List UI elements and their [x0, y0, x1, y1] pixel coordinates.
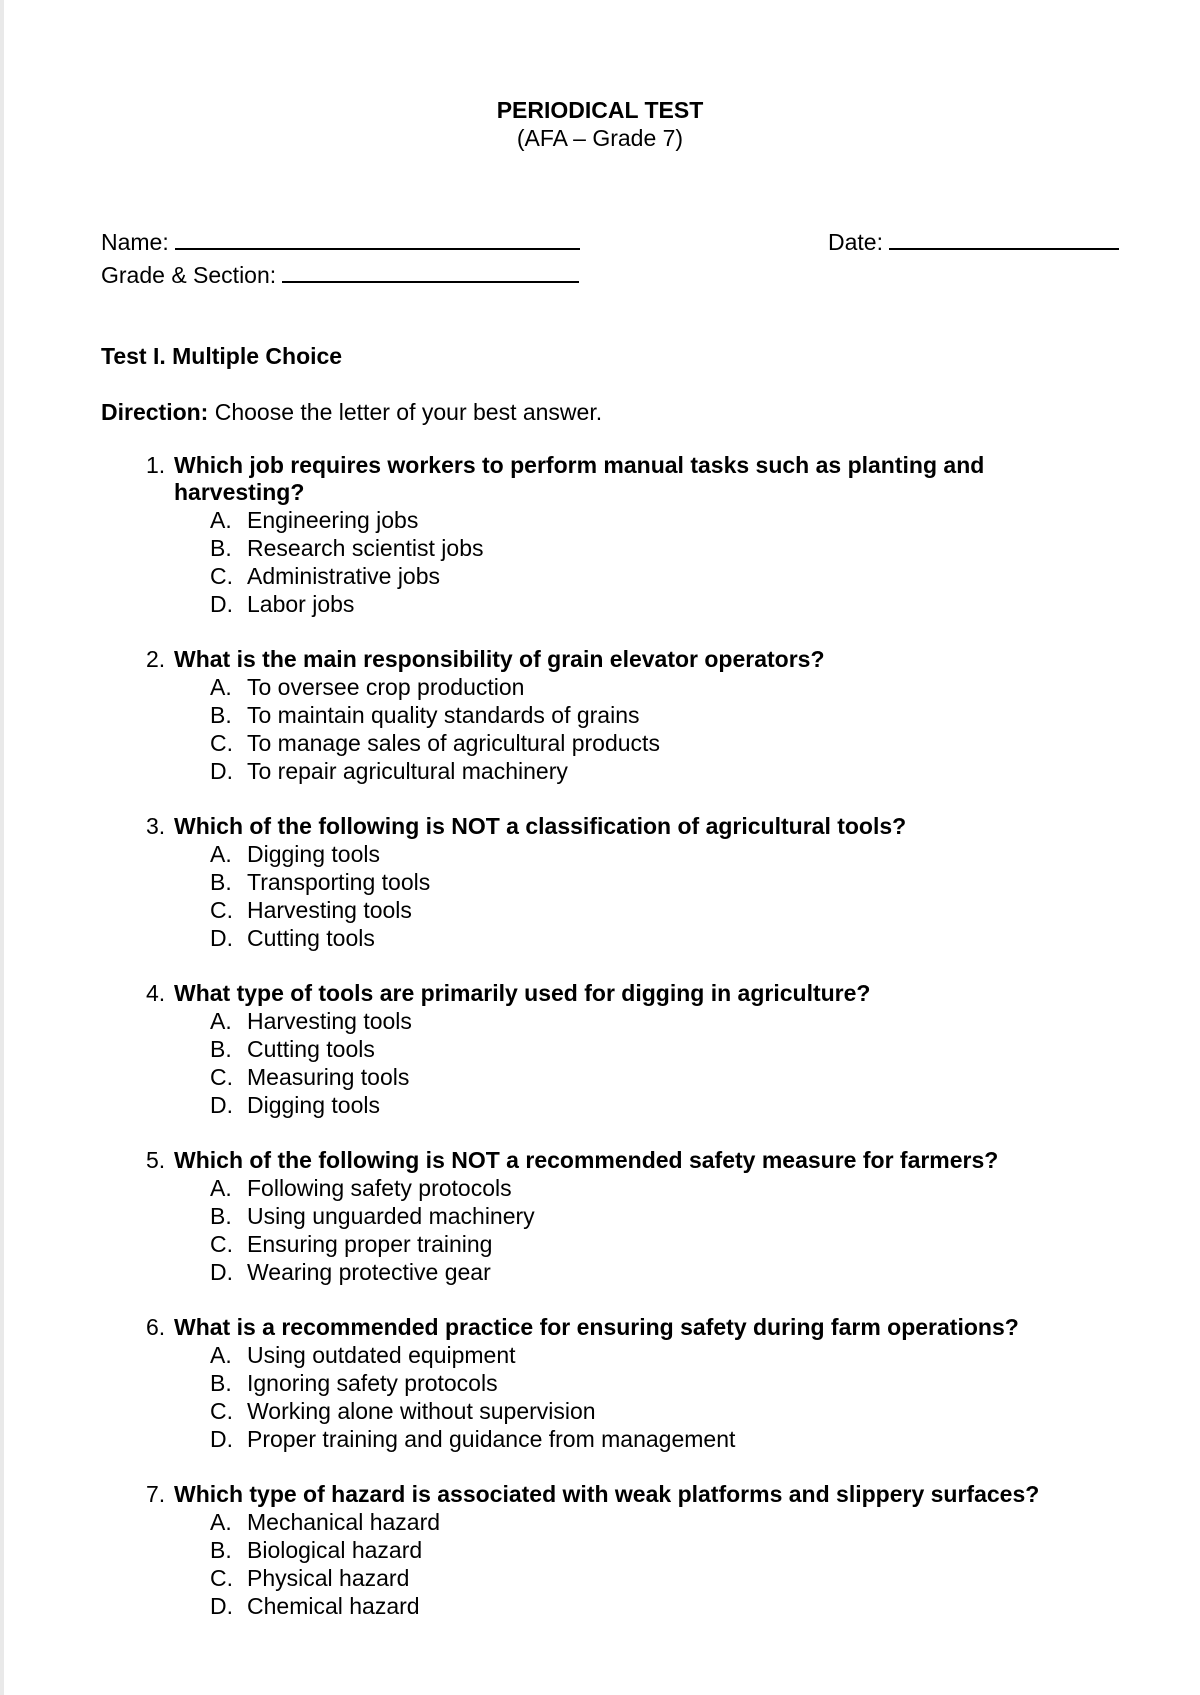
choice-letter: D. [210, 925, 233, 951]
choice-item [210, 1091, 1111, 1119]
choice-text: Labor jobs [247, 591, 355, 617]
document-header [0, 96, 1200, 152]
choice-text: Transporting tools [247, 869, 431, 895]
choice-letter: C. [210, 563, 233, 589]
question-header [101, 452, 1111, 506]
choice-text: Working alone without supervision [247, 1398, 596, 1424]
choice-letter: D. [210, 1092, 233, 1118]
choice-text: To repair agricultural machinery [247, 758, 568, 784]
choice-item [210, 562, 1111, 590]
grade-section-field [101, 260, 579, 290]
choice-item [210, 729, 1111, 757]
choice-letter: C. [210, 1398, 233, 1424]
choice-letter: C. [210, 1231, 233, 1257]
choice-letter: B. [210, 869, 232, 895]
question-number-cell [101, 980, 174, 1007]
choice-item [210, 757, 1111, 785]
choice-text: Biological hazard [247, 1537, 423, 1563]
question-header [101, 646, 1111, 673]
choice-letter: C. [210, 897, 233, 923]
choice-item [210, 590, 1111, 618]
name-blank-line [175, 228, 580, 250]
name-label: Name: [101, 229, 169, 255]
question-item [101, 452, 1111, 618]
choice-letter: D. [210, 1426, 233, 1452]
choice-list [210, 506, 1111, 618]
choice-letter: A. [210, 507, 232, 533]
choice-text: Ensuring proper training [247, 1231, 493, 1257]
date-blank-line [889, 228, 1119, 250]
choice-item [210, 1425, 1111, 1453]
question-list [101, 452, 1111, 1648]
question-text: What is a recommended practice for ensuring safety during farm operations? [174, 1314, 1019, 1340]
question-number: 5. [146, 1147, 166, 1173]
question-number-cell [101, 646, 174, 673]
choice-text: To maintain quality standards of grains [247, 702, 640, 728]
choice-item [210, 1341, 1111, 1369]
choice-list [210, 840, 1111, 952]
question-number: 2. [146, 646, 166, 672]
choice-letter: C. [210, 1064, 233, 1090]
question-number-cell [101, 1147, 174, 1174]
choice-item [210, 1536, 1111, 1564]
question-header [101, 980, 1111, 1007]
direction-label: Direction: [101, 399, 209, 425]
question-number: 6. [146, 1314, 166, 1340]
name-date-row [101, 227, 1120, 257]
page-edge [0, 0, 4, 1695]
choice-text: Wearing protective gear [247, 1259, 491, 1285]
choice-letter: A. [210, 841, 232, 867]
choice-item [210, 924, 1111, 952]
choice-item [210, 868, 1111, 896]
choice-item [210, 673, 1111, 701]
choice-text: Cutting tools [247, 1036, 375, 1062]
choice-item [210, 1508, 1111, 1536]
question-number: 3. [146, 813, 166, 839]
choice-item [210, 701, 1111, 729]
choice-letter: C. [210, 730, 233, 756]
choice-item [210, 1397, 1111, 1425]
choice-text: Cutting tools [247, 925, 375, 951]
choice-text: Administrative jobs [247, 563, 441, 589]
choice-letter: A. [210, 674, 232, 700]
question-item [101, 813, 1111, 952]
choice-text: Following safety protocols [247, 1175, 512, 1201]
question-number: 4. [146, 980, 166, 1006]
choice-letter: A. [210, 1175, 232, 1201]
question-number: 1. [146, 452, 166, 478]
choice-text: Measuring tools [247, 1064, 410, 1090]
question-header [101, 1481, 1111, 1508]
choice-item [210, 534, 1111, 562]
choice-letter: A. [210, 1342, 232, 1368]
choice-text: Harvesting tools [247, 897, 412, 923]
choice-item [210, 1258, 1111, 1286]
choice-text: Digging tools [247, 841, 380, 867]
question-header [101, 1147, 1111, 1174]
choice-list [210, 1174, 1111, 1286]
choice-text: Ignoring safety protocols [247, 1370, 498, 1396]
choice-text: Using outdated equipment [247, 1342, 516, 1368]
choice-list [210, 1007, 1111, 1119]
question-text: What type of tools are primarily used for digging in agriculture? [174, 980, 871, 1006]
choice-letter: A. [210, 1008, 232, 1034]
question-number-cell [101, 1314, 174, 1341]
date-label: Date: [828, 229, 883, 255]
choice-item [210, 1230, 1111, 1258]
grade-section-blank-line [282, 261, 579, 283]
question-text: Which of the following is NOT a classification of agricultural tools? [174, 813, 907, 839]
page-subtitle: (AFA – Grade 7) [516, 125, 684, 151]
choice-text: Using unguarded machinery [247, 1203, 535, 1229]
question-number-cell [101, 452, 174, 506]
choice-item [210, 1035, 1111, 1063]
choice-text: Mechanical hazard [247, 1509, 441, 1535]
choice-text: Chemical hazard [247, 1593, 420, 1619]
choice-text: To manage sales of agricultural products [247, 730, 660, 756]
choice-letter: D. [210, 758, 233, 784]
question-text: Which type of hazard is associated with weak platforms and slippery surfaces? [174, 1481, 1040, 1507]
choice-item [210, 1369, 1111, 1397]
question-item [101, 1147, 1111, 1286]
choice-item [210, 506, 1111, 534]
choice-letter: D. [210, 591, 233, 617]
choice-text: Research scientist jobs [247, 535, 484, 561]
question-header [101, 813, 1111, 840]
choice-letter: B. [210, 1537, 232, 1563]
choice-letter: A. [210, 1509, 232, 1535]
choice-list [210, 673, 1111, 785]
question-number: 7. [146, 1481, 166, 1507]
choice-letter: B. [210, 1036, 232, 1062]
grade-section-label: Grade & Section: [101, 262, 277, 288]
choice-letter: C. [210, 1565, 233, 1591]
choice-list [210, 1508, 1111, 1620]
choice-text: Proper training and guidance from management [247, 1426, 736, 1452]
choice-text: Physical hazard [247, 1565, 410, 1591]
question-text: Which of the following is NOT a recommended safety measure for farmers? [174, 1147, 999, 1173]
choice-list [210, 1341, 1111, 1453]
choice-item [210, 1007, 1111, 1035]
question-header [101, 1314, 1111, 1341]
question-number-cell [101, 1481, 174, 1508]
question-item [101, 1314, 1111, 1453]
choice-item [210, 840, 1111, 868]
question-item [101, 646, 1111, 785]
section-title: Test I. Multiple Choice [101, 343, 343, 369]
question-item [101, 1481, 1111, 1620]
question-number-cell [101, 813, 174, 840]
choice-letter: B. [210, 1370, 232, 1396]
choice-letter: B. [210, 535, 232, 561]
choice-item [210, 1202, 1111, 1230]
choice-letter: B. [210, 702, 232, 728]
choice-item [210, 1564, 1111, 1592]
choice-letter: D. [210, 1593, 233, 1619]
date-field [828, 227, 1119, 257]
name-field [101, 227, 580, 257]
direction [101, 399, 602, 426]
choice-item [210, 896, 1111, 924]
page-title: PERIODICAL TEST [496, 97, 704, 123]
choice-letter: D. [210, 1259, 233, 1285]
choice-text: Harvesting tools [247, 1008, 412, 1034]
choice-text: To oversee crop production [247, 674, 525, 700]
direction-text: Choose the letter of your best answer. [208, 399, 603, 425]
choice-text: Digging tools [247, 1092, 380, 1118]
choice-letter: B. [210, 1203, 232, 1229]
question-text: What is the main responsibility of grain elevator operators? [174, 646, 825, 672]
choice-item [210, 1063, 1111, 1091]
choice-text: Engineering jobs [247, 507, 419, 533]
question-text: Which job requires workers to perform manual tasks such as planting and harvesting? [174, 452, 985, 505]
choice-item [210, 1174, 1111, 1202]
question-item [101, 980, 1111, 1119]
choice-item [210, 1592, 1111, 1620]
